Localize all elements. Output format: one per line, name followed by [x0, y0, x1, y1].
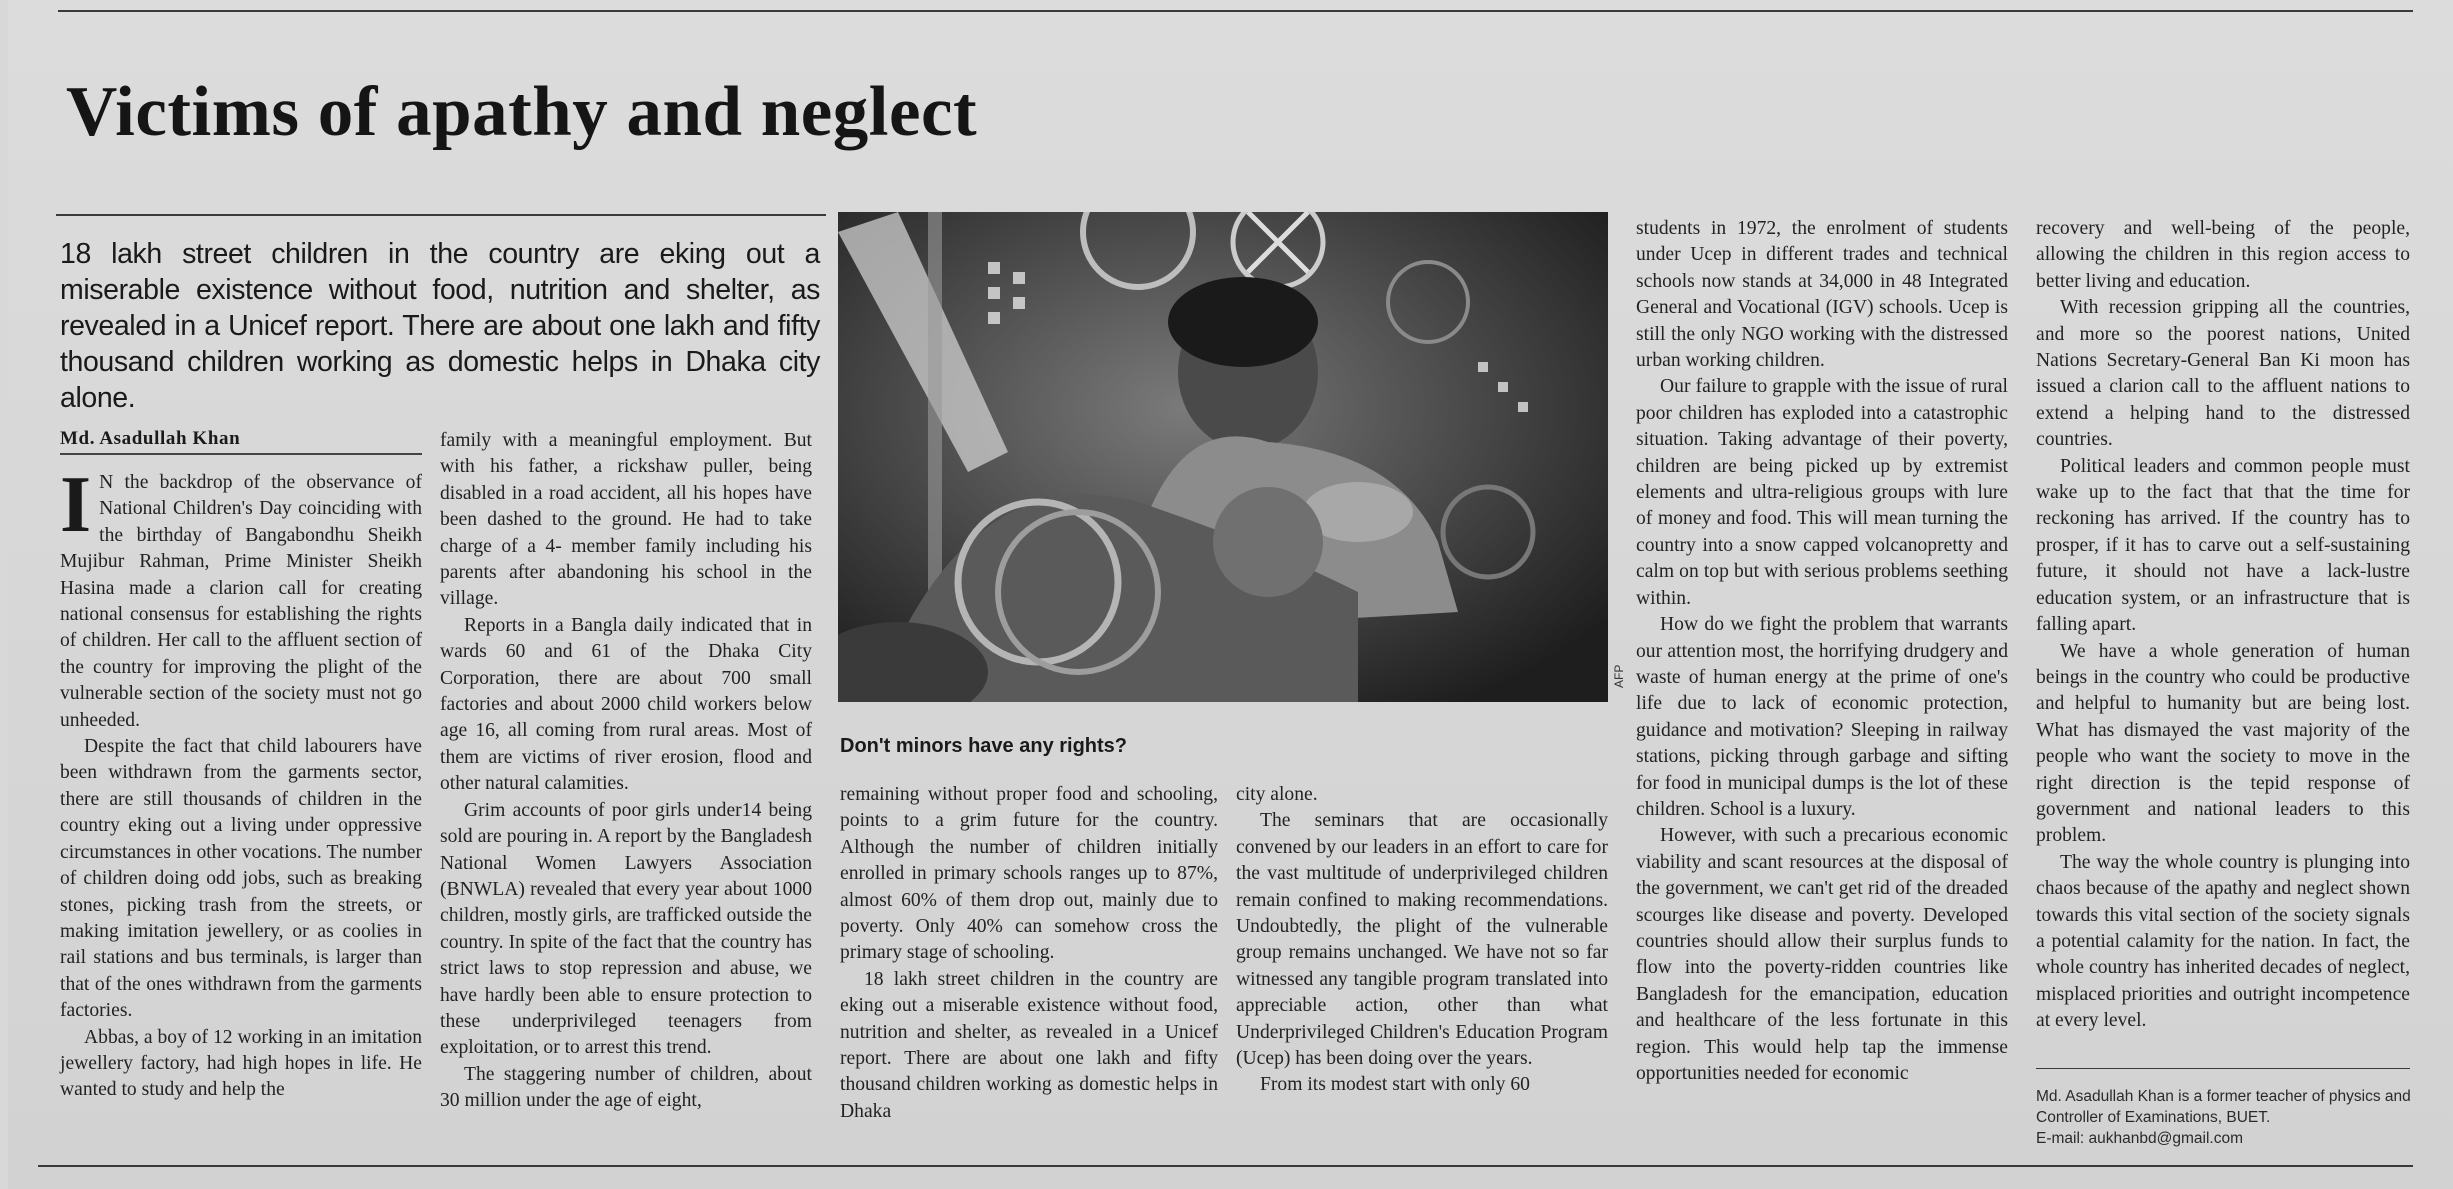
column-1	[60, 461, 422, 1104]
paragraph: However, with such a precarious economic viability and scant resources at the disposal of the government, we can't get rid of the dreaded scourges like disease and poverty. Developed countries should allow their surplus funds to flow into the poverty-ridden countries like Bangladesh for the emancipation, education and healthcare of the less fortunate in this region. This would help tap the immense opportunities needed for economic	[1636, 825, 2008, 1084]
paragraph: family with a meaningful employment. But with his father, a rickshaw puller, being disabled in a road accident, all his hopes have been dashed to the ground. He had to take charge of a 4- member family including his parents after abandoning his school in the village.	[440, 430, 812, 610]
deck: 18 lakh street children in the country are eking out a miserable existence without food, nutrition and shelter, as revealed in a Unicef report. There are about one lakh and fifty thousand children working as domestic helps in Dhaka city alone.	[60, 238, 820, 414]
paragraph: city alone.	[1236, 784, 1318, 805]
paragraph: Abbas, a boy of 12 working in an imitation jewellery factory, had high hopes in life. He wanted to study and help the	[60, 1026, 422, 1101]
paragraph: Reports in a Bangla daily indicated that in wards 60 and 61 of the Dhaka City Corporation, there are about 700 small factories and about 2000 child workers below age 16, all coming from rural areas. Most of them are victims of river erosion, flood and other natural calamities.	[440, 614, 812, 795]
column-2	[440, 428, 812, 1115]
dropcap: I	[60, 461, 92, 549]
paragraph: From its modest start with only 60	[1260, 1074, 1530, 1096]
paragraph: We have a whole generation of human beings in the country who could be productive and helpful to humanity but are being lost. What has dismayed the vast majority of the people who want the society to move in the right direction is the tepid response of government and national leaders to this problem.	[2036, 640, 2410, 847]
bio-email: E-mail: aukhanbd@gmail.com	[2036, 1130, 2243, 1147]
paragraph: How do we fight the problem that warrants our attention most, the horrifying drudgery and waste of human energy at the prime of one's life due to lack of economic protection, guidance and motivation? Sleeping in railway stations, picking through garbage and sifting for food in municipal dumps is the lot of these children. School is a luxury.	[1636, 614, 2008, 820]
headline: Victims of apathy and neglect	[66, 73, 978, 151]
photo-illustration	[838, 212, 1608, 702]
paragraph: 18 lakh street children in the country are eking out a miserable existence without food, nutrition and shelter, as revealed in a Unicef report. There are about one lakh and fifty thousand children working as domestic helps in Dhaka	[840, 968, 1218, 1122]
bottom-rule	[38, 1165, 2413, 1167]
author-bio	[2036, 1086, 2436, 1149]
paragraph: Grim accounts of poor girls under14 being sold are pouring in. A report by the Bangladesh National Women Lawyers Association (BNWLA) revealed that every year about 1000 children, mostly girls, are trafficked outside the country. In spite of the fact that the country has strict laws to stop repression and abuse, we have hardly been able to ensure protection to these underprivileged teenagers from exploitation, or to arrest this trend.	[440, 799, 812, 1059]
paragraph: I N the backdrop of the observance of National Children's Day coinciding with the birthday of Bangabondhu Sheikh Mujibur Rahman, Prime Minister Sheikh Hasina made a clarion call for creating national consensus for establishing the rights of children. Her call to the affluent section of the country for improving the plight of the vulnerable section of the society must not go unheeded.	[60, 461, 422, 731]
paragraph: remaining without proper food and schooling, points to a grim future for the country. Although the number of children initially enrolled in primary schools ranges up to 87%, almost 60% of them drop out, mainly due to poverty. Only 40% can somehow cross the primary stage of schooling.	[840, 784, 1218, 964]
bio-rule	[2036, 1068, 2410, 1069]
column-6	[2036, 216, 2410, 1035]
paragraph: The seminars that are occasionally convened by our leaders in an effort to care for the vast multitude of underprivileged children remain confined to making recommendations. Undoubtedly, the plight of the vulnerable group remains unchanged. We have not so far witnessed any tangible program translated into appreciable action, other than what Underprivileged Children's Education Program (Ucep) has been doing over the years.	[1236, 810, 1608, 1070]
news-photo	[838, 212, 1608, 702]
newspaper-page	[8, 0, 2453, 1189]
top-rule	[58, 10, 2413, 12]
photo-credit: AFP	[1612, 664, 1626, 688]
column-5	[1636, 216, 2008, 1087]
byline: Md. Asadullah Khan	[60, 428, 241, 449]
paragraph: Political leaders and common people must wake up to the fact that that the time for reckoning has arrived. If the country has to prosper, if it has to carve out a self-sustaining future, it should not have a lack-lustre education system, or an infrastructure that is falling apart.	[2036, 455, 2410, 636]
paragraph: With recession gripping all the countries, and more so the poorest nations, United Nations Secretary-General Ban Ki moon has issued a clarion call to the affluent nations to extend a helping hand to the distressed countries.	[2036, 297, 2410, 451]
paragraph: The staggering number of children, about 30 million under the age of eight,	[440, 1063, 812, 1112]
paragraph: Despite the fact that child labourers have been withdrawn from the garments sector, there are still thousands of children in the country eking out a living under oppressive circumstances in other vocations. The number of children doing odd jobs, such as breaking stones, picking trash from the streets, or making imitation jewellery, or as coolies in rail stations and bus terminals, is larger than that of the ones withdrawn from the garments factories.	[60, 736, 422, 1022]
deck-rule	[56, 214, 826, 216]
column-3	[840, 782, 1218, 1125]
paragraph: recovery and well-being of the people, allowing the children in this region access to better living and education.	[2036, 218, 2410, 292]
paragraph: The way the whole country is plunging into chaos because of the apathy and neglect shown towards this vital section of the society signals a potential calamity for the nation. In fact, the whole country has inherited decades of neglect, misplaced priorities and outright incompetence at every level.	[2036, 851, 2410, 1032]
byline-rule	[60, 453, 422, 455]
bio-line: Controller of Examinations, BUET.	[2036, 1109, 2271, 1126]
photo-caption: Don't minors have any rights?	[840, 735, 1128, 757]
column-4	[1236, 782, 1608, 1099]
paragraph: Our failure to grapple with the issue of rural poor children has exploded into a catastrophic situation. Taking advantage of their poverty, children are being picked up by extremist elements and ultra-religious groups with lure of money and food. This will mean turning the country into a snow capped volcanopretty and calm on top but with serious problems seething within.	[1636, 376, 2008, 609]
bio-line: Md. Asadullah Khan is a former teacher of physics and	[2036, 1088, 2411, 1105]
paragraph: students in 1972, the enrolment of students under Ucep in different trades and technical schools now stands at 34,000 in 48 Integrated General and Vocational (IGV) schools. Ucep is still the only NGO working with the distressed urban working children.	[1636, 218, 2008, 372]
